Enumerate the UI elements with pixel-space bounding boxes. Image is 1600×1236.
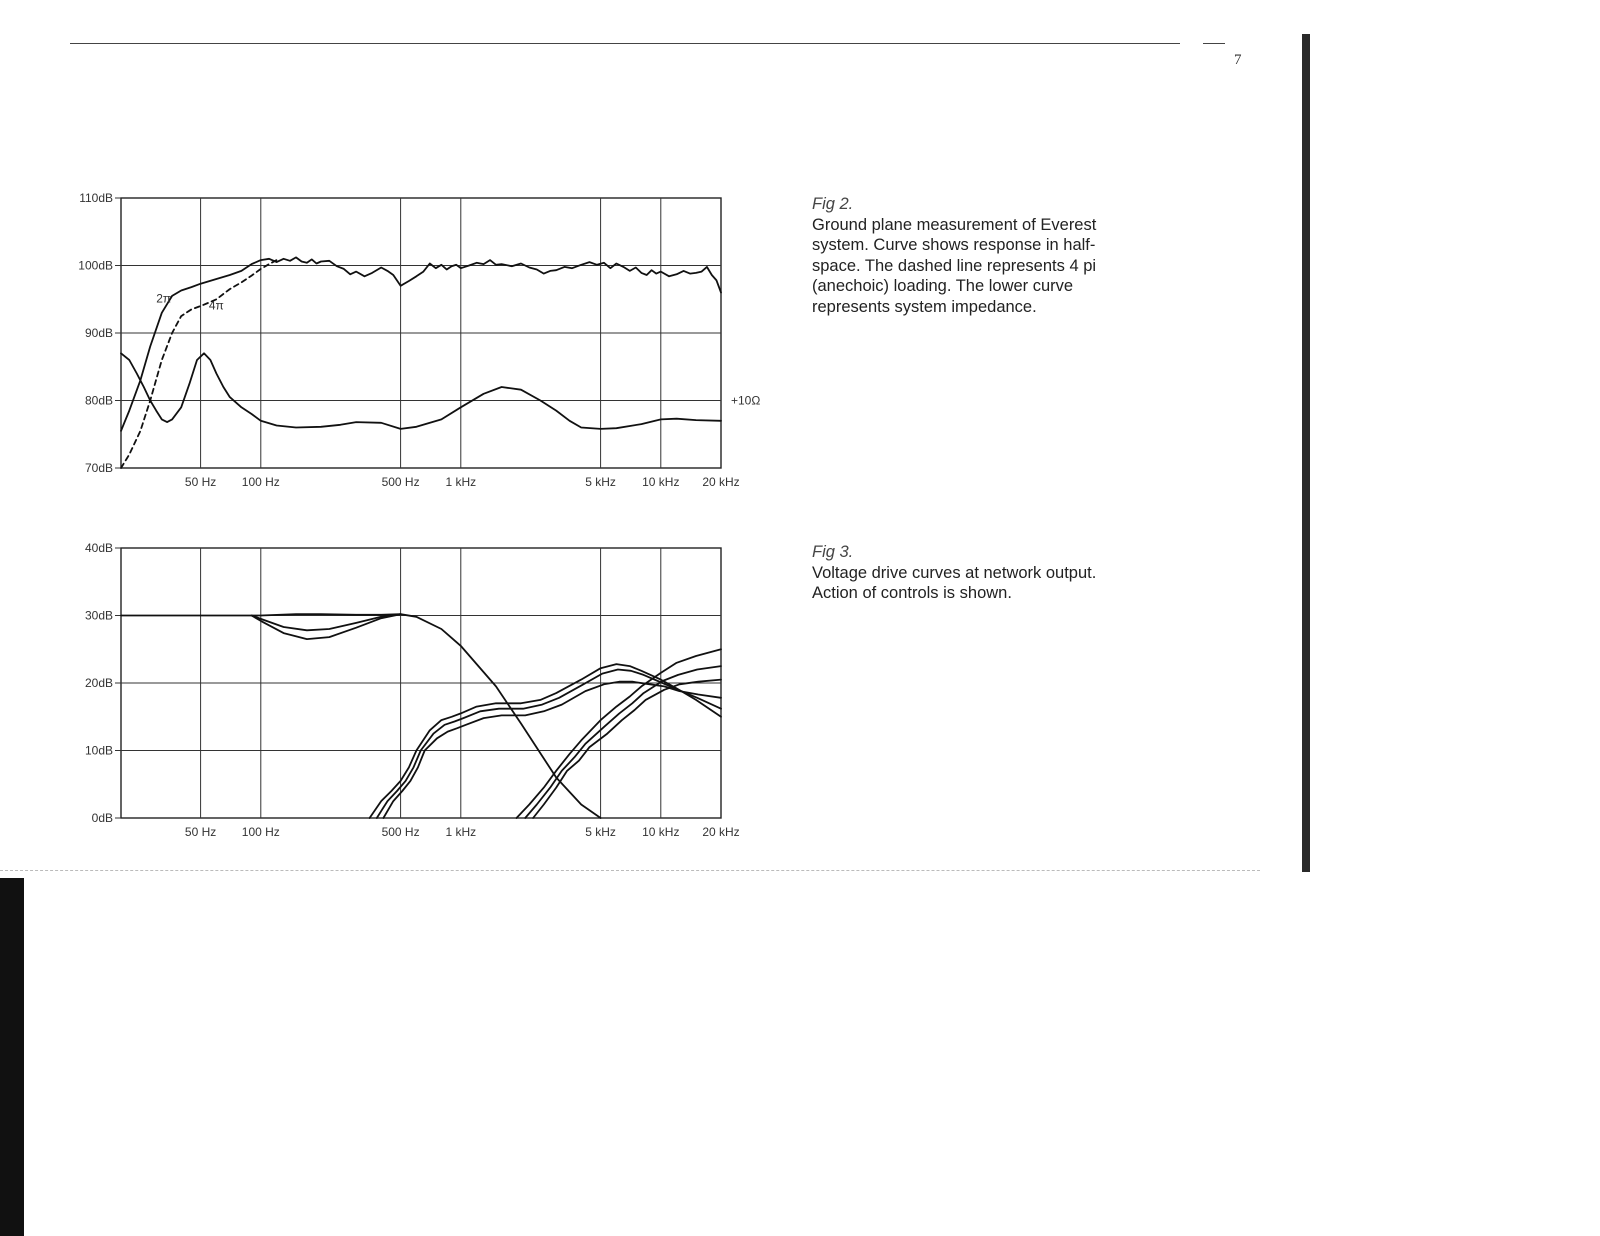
series-line-5 (377, 670, 721, 819)
y-tick-label: 80dB (84, 393, 113, 408)
x-tick-label: 10 kHz (642, 825, 680, 839)
y-tick-label: 0dB (91, 811, 113, 825)
fig2-chart (0, 180, 780, 490)
series-line-6 (383, 682, 721, 818)
page-number-rule (1203, 43, 1225, 44)
series-line-3 (121, 353, 721, 429)
x-tick-label: 20 kHz (702, 475, 740, 489)
y-tick-label: 30dB (84, 608, 113, 623)
y-tick-label: 90dB (84, 326, 113, 340)
x-tick-label: 20 kHz (702, 825, 740, 839)
annotation-label: +10Ω (731, 393, 761, 408)
series-line-8 (525, 666, 721, 818)
x-tick-label: 500 Hz (381, 475, 420, 489)
x-tick-label: 100 Hz (241, 475, 280, 489)
x-tick-label: 500 Hz (381, 825, 420, 839)
footer-rule (0, 870, 1260, 872)
x-tick-label: 50 Hz (184, 475, 217, 489)
fig3-chart (0, 530, 780, 840)
header-rule (70, 43, 1180, 44)
annotation-label: 2π (156, 291, 172, 306)
fig2-caption-title: Fig 2. (812, 195, 854, 213)
scan-edge-right (1302, 34, 1310, 872)
fig3-caption-title: Fig 3. (812, 543, 854, 561)
fig2-caption-text: Ground plane measurement of Everest system. Curve shows response in half-space. The dashed line represents 4 pi (anechoic) loading. The lower curve represents system impedance. (812, 215, 1097, 316)
fig2-caption (812, 194, 1122, 317)
y-tick-label: 100dB (78, 258, 113, 273)
fig3-caption (812, 542, 1122, 604)
x-tick-label: 5 kHz (585, 825, 616, 839)
series-line-9 (533, 680, 721, 818)
page-number: 7 (1234, 52, 1242, 68)
annotation-label: 4π (208, 298, 224, 313)
y-tick-label: 10dB (84, 743, 113, 758)
scan-edge-left (0, 878, 24, 1236)
y-tick-label: 110dB (79, 191, 113, 205)
series-line-1 (121, 614, 601, 818)
y-tick-label: 40dB (84, 541, 113, 555)
x-tick-label: 1 kHz (445, 825, 477, 839)
y-tick-label: 70dB (84, 461, 113, 475)
x-tick-label: 100 Hz (241, 825, 280, 839)
fig3-caption-text: Voltage drive curves at network output. Action of controls is shown. (812, 563, 1097, 602)
y-tick-label: 20dB (84, 676, 113, 690)
x-tick-label: 50 Hz (184, 825, 217, 839)
series-line-1 (121, 257, 721, 431)
x-tick-label: 10 kHz (642, 475, 680, 489)
x-tick-label: 5 kHz (585, 475, 616, 489)
x-tick-label: 1 kHz (445, 475, 477, 489)
